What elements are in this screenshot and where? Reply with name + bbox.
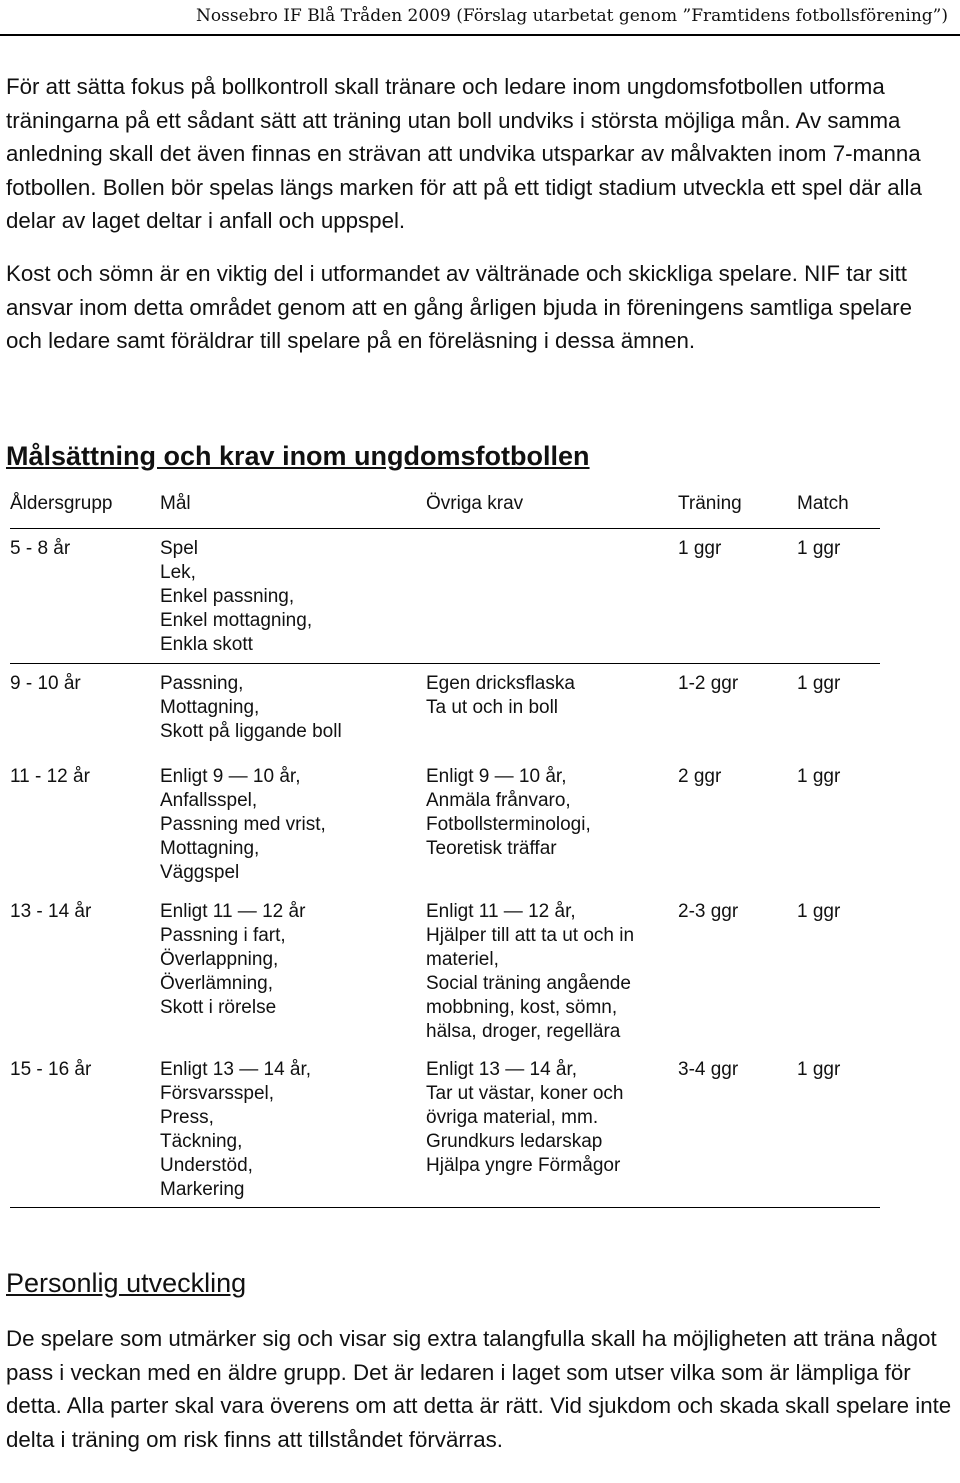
match-cell: 1 ggr — [797, 766, 841, 787]
age-cell: 11 - 12 år — [10, 766, 90, 787]
page-header: Nossebro IF Blå Tråden 2009 (Förslag utarbetat genom ”Framtidens fotbollsförening”) — [0, 0, 960, 36]
table-header-row — [10, 488, 880, 529]
column-header-match: Match — [797, 493, 849, 514]
nutrition-paragraph: Kost och sömn är en viktig del i utformandet av vältränade och skickliga spelare. NIF tar sitt ansvar inom detta området genom att en gång årligen bjuda in föreningens samtliga spelare och ledare samt föräldrar till spelare på en föreläsning i dessa ämnen. — [6, 261, 913, 354]
training-cell: 1 ggr — [678, 538, 722, 559]
column-header-goal: Mål — [160, 493, 191, 514]
training-cell: 2-3 ggr — [678, 901, 739, 922]
goal-cell: Enligt 13 — 14 år, Försvarsspel, Press, Täckning, Understöd, Markering — [160, 1059, 312, 1200]
column-header-other: Övriga krav — [426, 493, 524, 514]
match-cell: 1 ggr — [797, 1059, 841, 1080]
training-cell: 3-4 ggr — [678, 1059, 739, 1080]
goal-cell: Spel Lek, Enkel passning, Enkel mottagning, Enkla skott — [160, 538, 313, 655]
other-cell: Enligt 13 — 14 år, Tar ut västar, koner och övriga material, mm. Grundkurs ledarskap Hjälpa yngre Förmågor — [426, 1059, 624, 1176]
column-header-training: Träning — [678, 493, 742, 514]
other-cell: Enligt 11 — 12 år, Hjälper till att ta ut och in materiel, Social träning angående mobbning, kost, sömn, hälsa, droger, regellära — [426, 901, 635, 1042]
training-cell: 2 ggr — [678, 766, 722, 787]
match-cell: 1 ggr — [797, 673, 841, 694]
age-cell: 5 - 8 år — [10, 538, 71, 559]
column-header-age: Åldersgrupp — [10, 493, 113, 514]
goal-cell: Enligt 11 — 12 år Passning i fart, Överlappning, Överlämning, Skott i rörelse — [160, 901, 306, 1018]
other-cell: Egen dricksflaska Ta ut och in boll — [426, 673, 575, 718]
match-cell: 1 ggr — [797, 538, 841, 559]
other-cell: Enligt 9 — 10 år, Anmäla frånvaro, Fotbollsterminologi, Teoretisk träffar — [426, 766, 591, 859]
goal-cell: Passning, Mottagning, Skott på liggande boll — [160, 673, 342, 742]
goals-table — [10, 488, 880, 1208]
goal-cell: Enligt 9 — 10 år, Anfallsspel, Passning med vrist, Mottagning, Väggspel — [160, 766, 326, 883]
table-row — [10, 1058, 880, 1208]
intro-paragraph: För att sätta fokus på bollkontroll skall tränare och ledare inom ungdomsfotbollen utforma träningarna på ett sådant sätt att träning utan boll undviks i största möjliga mån. Av samma anledning skall det även finnas en strävan att undvika utsparkar av målvakten inom 7-manna fotbollen. Bollen bör spelas längs marken för att på ett tidigt stadium utveckla ett spel där alla delar av laget deltar i anfall och uppspel. — [6, 74, 922, 234]
table-row — [10, 765, 880, 900]
age-cell: 15 - 16 år — [10, 1059, 92, 1080]
personal-development-paragraph: De spelare som utmärker sig och visar sig extra talangfulla skall ha möjligheten att träna något pass i veckan med en äldre grupp. Det är ledaren i laget som utser vilka som är lämpliga för detta. Alla parter skal vara överens om att detta är rätt. Vid sjukdom och skada skall spelare inte delta i träning om risk finns att tillståndet förvärras. — [6, 1326, 952, 1452]
table-row — [10, 664, 880, 765]
personal-development-heading: Personlig utveckling — [6, 1268, 247, 1298]
age-cell: 9 - 10 år — [10, 673, 81, 694]
match-cell: 1 ggr — [797, 901, 841, 922]
training-cell: 1-2 ggr — [678, 673, 739, 694]
age-cell: 13 - 14 år — [10, 901, 92, 922]
goals-heading: Målsättning och krav inom ungdomsfotbollen — [6, 441, 590, 471]
table-row — [10, 900, 880, 1058]
table-row — [10, 529, 880, 664]
